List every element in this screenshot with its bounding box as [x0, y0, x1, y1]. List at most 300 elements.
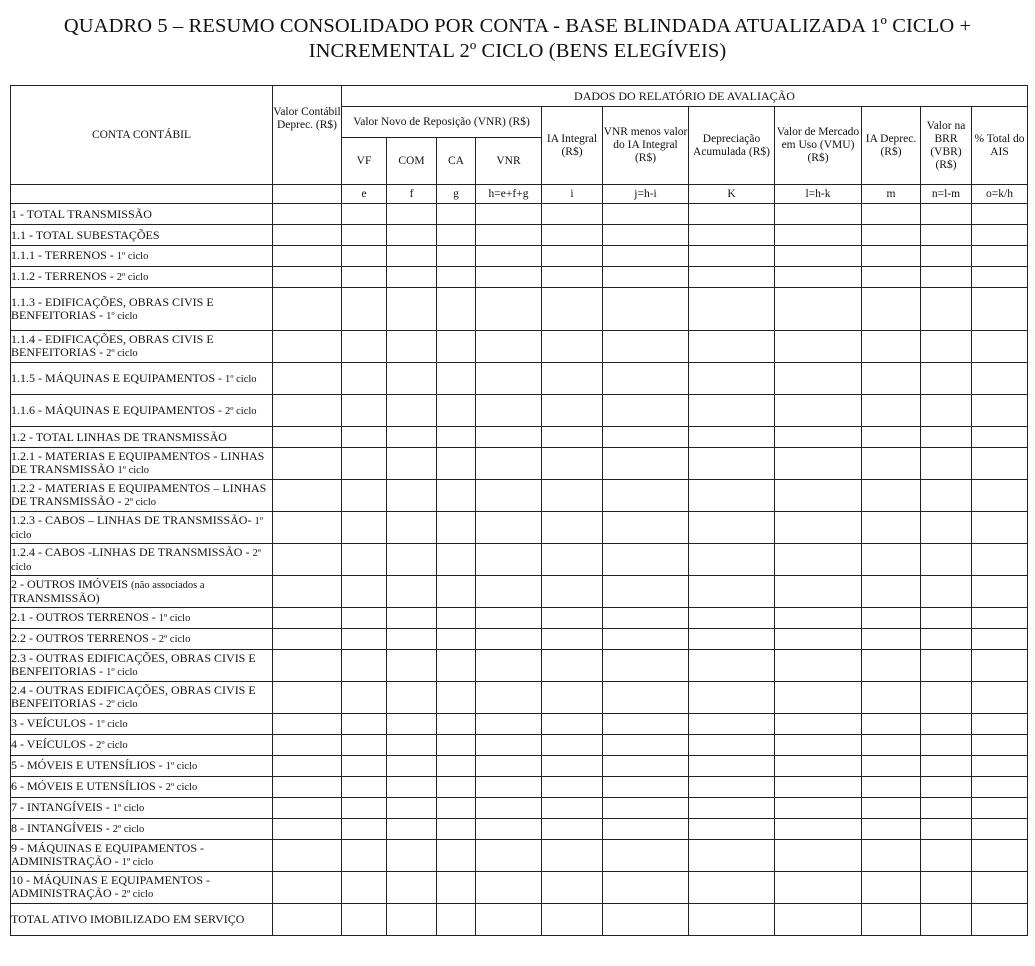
value-cell — [437, 904, 476, 936]
value-cell — [476, 756, 542, 777]
value-cell — [342, 448, 387, 480]
value-cell — [972, 288, 1028, 331]
table-row — [11, 608, 1028, 629]
value-cell — [972, 819, 1028, 840]
account-name-cell — [11, 756, 273, 777]
value-cell — [542, 246, 603, 267]
formula-cell: j=h-i — [603, 185, 689, 204]
table-row — [11, 576, 1028, 608]
value-cell — [921, 840, 972, 872]
value-cell — [603, 650, 689, 682]
account-cycle: 1º ciclo — [106, 310, 138, 322]
value-cell — [342, 629, 387, 650]
value-cell — [542, 427, 603, 448]
value-cell — [775, 427, 862, 448]
account-name-cell — [11, 682, 273, 714]
value-cell — [921, 756, 972, 777]
value-cell — [342, 872, 387, 904]
value-cell — [542, 756, 603, 777]
account-name-cell — [11, 267, 273, 288]
value-cell — [542, 395, 603, 427]
value-cell — [972, 363, 1028, 395]
value-cell — [862, 576, 921, 608]
value-cell — [921, 872, 972, 904]
value-cell — [603, 714, 689, 735]
value-cell — [476, 288, 542, 331]
value-cell — [921, 204, 972, 225]
value-cell — [437, 608, 476, 629]
account-name: 1.1.4 - EDIFICAÇÕES, OBRAS CIVIS E BENFEITORIAS - — [11, 332, 214, 359]
value-cell — [862, 682, 921, 714]
value-cell — [437, 363, 476, 395]
value-cell — [273, 246, 342, 267]
table-row — [11, 480, 1028, 512]
value-cell — [775, 576, 862, 608]
value-cell — [972, 427, 1028, 448]
header-vmu: Valor de Mercado em Uso (VMU) (R$) — [775, 107, 862, 185]
account-cycle: 2º ciclo — [158, 634, 191, 645]
value-cell — [603, 363, 689, 395]
value-cell — [387, 735, 437, 756]
value-cell — [775, 819, 862, 840]
account-name: 1.2.3 - CABOS – LINHAS DE TRANSMISSÃO- — [11, 512, 255, 527]
account-name: 1.1.2 - TERRENOS - — [11, 269, 117, 283]
value-cell — [921, 544, 972, 576]
value-cell — [437, 267, 476, 288]
value-cell — [342, 714, 387, 735]
value-cell — [603, 872, 689, 904]
value-cell — [476, 650, 542, 682]
account-name-cell — [11, 544, 273, 576]
value-cell — [342, 395, 387, 427]
account-cycle: 2º ciclo — [112, 824, 145, 835]
value-cell — [342, 650, 387, 682]
value-cell — [342, 288, 387, 331]
value-cell — [437, 840, 476, 872]
account-name-cell — [11, 629, 273, 650]
value-cell — [476, 777, 542, 798]
value-cell — [972, 714, 1028, 735]
value-cell — [921, 576, 972, 608]
value-cell — [437, 629, 476, 650]
account-cycle: 1º ciclo — [112, 803, 145, 814]
value-cell — [862, 629, 921, 650]
value-cell — [972, 840, 1028, 872]
account-name-cell — [11, 427, 273, 448]
account-name: 2.2 - OUTROS TERRENOS - — [11, 631, 159, 645]
value-cell — [273, 544, 342, 576]
value-cell — [542, 608, 603, 629]
value-cell — [775, 225, 862, 246]
table-row — [11, 512, 1028, 544]
value-cell — [387, 480, 437, 512]
value-cell — [972, 246, 1028, 267]
account-name: 1.1.6 - MÁQUINAS E EQUIPAMENTOS - — [11, 402, 226, 417]
value-cell — [972, 544, 1028, 576]
value-cell — [476, 629, 542, 650]
value-cell — [921, 819, 972, 840]
value-cell — [603, 448, 689, 480]
value-cell — [972, 904, 1028, 936]
value-cell — [775, 629, 862, 650]
title-line-2: INCREMENTAL 2º CICLO (BENS ELEGÍVEIS) — [308, 40, 727, 62]
value-cell — [437, 682, 476, 714]
value-cell — [689, 576, 775, 608]
formula-cell: n=l-m — [921, 185, 972, 204]
value-cell — [862, 448, 921, 480]
value-cell — [775, 246, 862, 267]
value-cell — [387, 756, 437, 777]
value-cell — [476, 682, 542, 714]
account-cycle: 2º ciclo — [165, 782, 198, 793]
value-cell — [689, 225, 775, 246]
value-cell — [689, 608, 775, 629]
value-cell — [476, 331, 542, 363]
value-cell — [603, 544, 689, 576]
value-cell — [603, 512, 689, 544]
value-cell — [342, 735, 387, 756]
value-cell — [387, 819, 437, 840]
value-cell — [476, 608, 542, 629]
value-cell — [603, 267, 689, 288]
value-cell — [921, 363, 972, 395]
value-cell — [862, 777, 921, 798]
value-cell — [603, 777, 689, 798]
value-cell — [273, 225, 342, 246]
account-cycle: 1º ciclo — [121, 857, 154, 868]
value-cell — [862, 363, 921, 395]
value-cell — [775, 798, 862, 819]
table-row — [11, 395, 1028, 427]
value-cell — [273, 756, 342, 777]
account-name: 2.4 - OUTRAS EDIFICAÇÕES, OBRAS CIVIS E BENFEITORIAS - — [11, 683, 256, 710]
value-cell — [273, 819, 342, 840]
value-cell — [437, 576, 476, 608]
value-cell — [862, 735, 921, 756]
account-name: 8 - INTANGÍVEIS - — [11, 821, 113, 835]
account-cycle: 2º ciclo — [225, 405, 257, 417]
value-cell — [862, 904, 921, 936]
value-cell — [603, 576, 689, 608]
summary-table — [10, 85, 1028, 936]
formula-cell-blank — [11, 185, 273, 204]
account-name: 1.2.4 - CABOS -LINHAS DE TRANSMISSÃO - — [11, 544, 253, 559]
account-name-cell — [11, 512, 273, 544]
value-cell — [972, 682, 1028, 714]
value-cell — [273, 904, 342, 936]
value-cell — [862, 204, 921, 225]
value-cell — [342, 819, 387, 840]
account-name: 1.2.2 - MATERIAS E EQUIPAMENTOS – LINHAS DE TRANSMISSÃO - — [11, 481, 267, 508]
value-cell — [921, 735, 972, 756]
value-cell — [862, 395, 921, 427]
value-cell — [542, 682, 603, 714]
value-cell — [689, 714, 775, 735]
account-name-cell — [11, 204, 273, 225]
header-pct-ais: % Total do AIS — [972, 107, 1028, 185]
value-cell — [542, 576, 603, 608]
value-cell — [437, 544, 476, 576]
value-cell — [542, 331, 603, 363]
account-cycle: 1º ciclo — [117, 465, 150, 476]
value-cell — [387, 650, 437, 682]
value-cell — [775, 480, 862, 512]
header-vnr-group: Valor Novo de Reposição (VNR) (R$) — [342, 107, 542, 138]
account-name-cell — [11, 363, 273, 395]
value-cell — [689, 904, 775, 936]
value-cell — [437, 735, 476, 756]
account-name-cell — [11, 288, 273, 331]
value-cell — [273, 798, 342, 819]
value-cell — [542, 204, 603, 225]
value-cell — [775, 288, 862, 331]
table-row — [11, 714, 1028, 735]
account-cycle: 1º ciclo — [11, 515, 263, 541]
formula-cell: K — [689, 185, 775, 204]
value-cell — [342, 756, 387, 777]
value-cell — [972, 798, 1028, 819]
value-cell — [542, 267, 603, 288]
value-cell — [542, 363, 603, 395]
value-cell — [972, 395, 1028, 427]
value-cell — [603, 204, 689, 225]
value-cell — [476, 512, 542, 544]
account-name-cell — [11, 246, 273, 267]
value-cell — [476, 448, 542, 480]
value-cell — [387, 448, 437, 480]
value-cell — [387, 682, 437, 714]
value-cell — [387, 714, 437, 735]
value-cell — [342, 204, 387, 225]
value-cell — [689, 735, 775, 756]
table-row — [11, 650, 1028, 682]
value-cell — [273, 576, 342, 608]
value-cell — [862, 608, 921, 629]
table-row — [11, 204, 1028, 225]
table-body — [11, 185, 1028, 936]
value-cell — [387, 395, 437, 427]
value-cell — [972, 448, 1028, 480]
account-name-cell — [11, 331, 273, 363]
value-cell — [387, 904, 437, 936]
value-cell — [862, 756, 921, 777]
value-cell — [342, 480, 387, 512]
value-cell — [689, 288, 775, 331]
value-cell — [921, 448, 972, 480]
value-cell — [603, 682, 689, 714]
value-cell — [437, 756, 476, 777]
account-name: 1.1.3 - EDIFICAÇÕES, OBRAS CIVIS E BENFEITORIAS - — [11, 294, 214, 322]
account-name-cell — [11, 480, 273, 512]
table-row — [11, 225, 1028, 246]
value-cell — [542, 448, 603, 480]
value-cell — [603, 840, 689, 872]
account-name: 1 - TOTAL TRANSMISSÃO — [11, 206, 152, 221]
value-cell — [342, 904, 387, 936]
value-cell — [921, 629, 972, 650]
value-cell — [862, 544, 921, 576]
account-name: 9 - MÁQUINAS E EQUIPAMENTOS - ADMINISTRAÇÃO - — [11, 841, 205, 868]
value-cell — [342, 225, 387, 246]
value-cell — [775, 904, 862, 936]
value-cell — [603, 427, 689, 448]
value-cell — [775, 544, 862, 576]
value-cell — [689, 756, 775, 777]
table-row — [11, 544, 1028, 576]
account-name-cell — [11, 798, 273, 819]
account-cycle: (não associados a — [131, 580, 205, 591]
account-name: 10 - MÁQUINAS E EQUIPAMENTOS - ADMINISTRAÇÃO - — [11, 873, 211, 900]
value-cell — [342, 427, 387, 448]
value-cell — [972, 650, 1028, 682]
value-cell — [689, 204, 775, 225]
header-ca: CA — [437, 138, 476, 185]
value-cell — [775, 735, 862, 756]
account-cycle: 2º ciclo — [124, 497, 157, 508]
value-cell — [603, 225, 689, 246]
header-ia-integral: IA Integral (R$) — [542, 107, 603, 185]
table-row — [11, 427, 1028, 448]
value-cell — [603, 480, 689, 512]
value-cell — [273, 331, 342, 363]
value-cell — [387, 777, 437, 798]
value-cell — [921, 608, 972, 629]
value-cell — [921, 225, 972, 246]
value-cell — [476, 480, 542, 512]
value-cell — [775, 682, 862, 714]
account-name-tail: TRANSMISSÃO) — [11, 591, 100, 605]
value-cell — [476, 225, 542, 246]
table-row — [11, 246, 1028, 267]
table-row — [11, 682, 1028, 714]
value-cell — [387, 331, 437, 363]
value-cell — [387, 608, 437, 629]
value-cell — [921, 512, 972, 544]
table-row — [11, 448, 1028, 480]
account-name-cell — [11, 448, 273, 480]
value-cell — [972, 480, 1028, 512]
header-ia-deprec: IA Deprec. (R$) — [862, 107, 921, 185]
value-cell — [476, 798, 542, 819]
account-name-cell — [11, 777, 273, 798]
value-cell — [542, 288, 603, 331]
value-cell — [476, 735, 542, 756]
value-cell — [437, 480, 476, 512]
formula-cell: f — [387, 185, 437, 204]
table-row — [11, 331, 1028, 363]
value-cell — [689, 363, 775, 395]
title-line-1: QUADRO 5 – RESUMO CONSOLIDADO POR CONTA - BASE BLINDADA ATUALIZADA 1º CICLO + — [63, 15, 972, 37]
value-cell — [387, 267, 437, 288]
value-cell — [542, 629, 603, 650]
value-cell — [862, 714, 921, 735]
table-row — [11, 798, 1028, 819]
formula-cell: l=h-k — [775, 185, 862, 204]
formula-cell: h=e+f+g — [476, 185, 542, 204]
value-cell — [437, 798, 476, 819]
value-cell — [775, 714, 862, 735]
value-cell — [342, 363, 387, 395]
value-cell — [273, 480, 342, 512]
value-cell — [972, 629, 1028, 650]
value-cell — [689, 480, 775, 512]
account-cycle: 2º ciclo — [96, 740, 128, 751]
account-name: 1.2.1 - MATERIAS E EQUIPAMENTOS - LINHAS DE TRANSMISSÃO — [11, 449, 265, 476]
value-cell — [476, 395, 542, 427]
value-cell — [273, 395, 342, 427]
account-name: 1.1.1 - TERRENOS - — [11, 248, 117, 262]
value-cell — [689, 267, 775, 288]
value-cell — [921, 777, 972, 798]
account-cycle: 1º ciclo — [96, 719, 128, 730]
value-cell — [603, 331, 689, 363]
value-cell — [437, 427, 476, 448]
account-name-cell — [11, 714, 273, 735]
table-row — [11, 840, 1028, 872]
account-name: 4 - VEÍCULOS - — [11, 737, 97, 751]
value-cell — [921, 480, 972, 512]
account-name-cell — [11, 225, 273, 246]
value-cell — [273, 512, 342, 544]
account-name: 1.2 - TOTAL LINHAS DE TRANSMISSÃO — [11, 429, 227, 444]
value-cell — [862, 288, 921, 331]
account-name-cell — [11, 735, 273, 756]
document-title — [0, 14, 1035, 64]
value-cell — [689, 840, 775, 872]
value-cell — [775, 650, 862, 682]
header-vnr: VNR — [476, 138, 542, 185]
value-cell — [921, 798, 972, 819]
value-cell — [476, 872, 542, 904]
value-cell — [273, 735, 342, 756]
value-cell — [775, 872, 862, 904]
header-conta-contabil: CONTA CONTÁBIL — [11, 86, 273, 185]
value-cell — [273, 777, 342, 798]
value-cell — [273, 629, 342, 650]
value-cell — [603, 798, 689, 819]
value-cell — [342, 840, 387, 872]
value-cell — [476, 427, 542, 448]
value-cell — [437, 777, 476, 798]
value-cell — [921, 682, 972, 714]
value-cell — [689, 629, 775, 650]
value-cell — [603, 246, 689, 267]
value-cell — [689, 798, 775, 819]
value-cell — [542, 735, 603, 756]
value-cell — [862, 512, 921, 544]
value-cell — [603, 819, 689, 840]
value-cell — [972, 608, 1028, 629]
value-cell — [921, 427, 972, 448]
account-cycle: 2º ciclo — [11, 547, 261, 573]
value-cell — [689, 427, 775, 448]
value-cell — [775, 448, 862, 480]
value-cell — [273, 288, 342, 331]
value-cell — [921, 714, 972, 735]
value-cell — [862, 427, 921, 448]
value-cell — [603, 395, 689, 427]
value-cell — [476, 904, 542, 936]
table-row — [11, 819, 1028, 840]
table-row — [11, 629, 1028, 650]
value-cell — [387, 512, 437, 544]
value-cell — [273, 682, 342, 714]
value-cell — [775, 608, 862, 629]
value-cell — [921, 331, 972, 363]
value-cell — [342, 267, 387, 288]
value-cell — [542, 650, 603, 682]
account-name-cell — [11, 840, 273, 872]
